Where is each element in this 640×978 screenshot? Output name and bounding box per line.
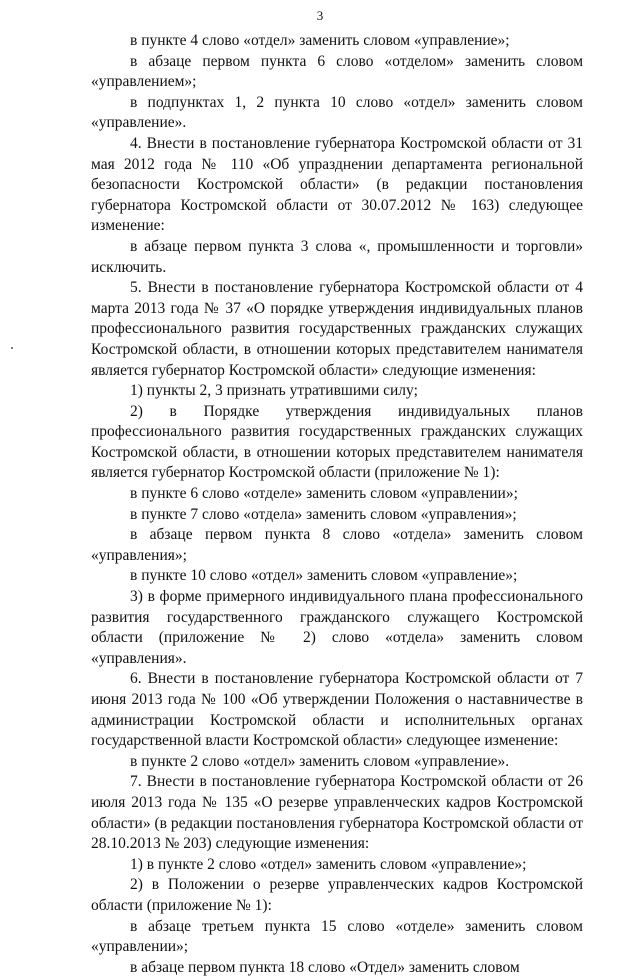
paragraph: в абзаце первом пункта 6 слово «отделом» заменить словом «управлением»; [91,52,583,91]
paragraph: в абзаце первом пункта 3 слова «, промышленности и торговли» исключить. [91,237,583,276]
paragraph: в пункте 2 слово «отдел» заменить словом «управление». [130,752,510,770]
paragraph: в абзаце первом пункта 8 слово «отдела» заменить словом «управления»; [91,526,583,564]
paragraph: 6. Внести в постановление губернатора Костромской области от 7 июня 2013 года № 100 «Об утверждении Положения о наставничестве в администрации Костромской области и исполнительных органах государственной власти Костромской области» следующее изменение: [91,670,583,750]
document-body [91,31,583,978]
paragraph: в пункте 7 слово «отдела» заменить словом «управления»; [130,505,517,523]
margin-speck [11,347,13,349]
paragraph: 5. Внести в постановление губернатора Костромской области от 4 марта 2013 года № 37 «О порядке утверждения индивидуальных планов профессионального развития государственных гражданских служащих Костромской области, в отношении которых представителем нанимателя является губернатор Костромской области» следующие изменения: [91,279,583,379]
paragraph: 1) в пункте 2 слово «отдел» заменить словом «управление»; [130,855,527,873]
paragraph: в пункте 10 слово «отдел» заменить словом «управление»; [130,567,518,585]
page-number: 3 [316,8,324,23]
paragraph: 4. Внести в постановление губернатора Костромской области от 31 мая 2012 года № 110 «Об упразднении департамента региональной безопасности Костромской области» (в редакции постановления губернатора Костромской области от 30.07.2012 № 163) следующее изменение: [91,134,583,235]
paragraph: в пункте 6 слово «отделе» заменить словом «управлении»; [130,485,518,503]
paragraph: в абзаце первом пункта 18 слово «Отдел» заменить словом [130,958,520,976]
paragraph: в подпунктах 1, 2 пункта 10 слово «отдел» заменить словом «управление». [91,93,583,132]
paragraph: 3) в форме примерного индивидуального плана профессионального развития государственного гражданского служащего Костромской области (приложение № 2) слово «отдела» заменить словом «управления». [91,588,583,667]
paragraph: 2) в Положении о резерве управленческих кадров Костромской области (приложение № 1): [91,876,583,914]
paragraph: в пункте 4 слово «отдел» заменить словом «управление»; [130,32,510,49]
paragraph: 7. Внести в постановление губернатора Костромской области от 26 июля 2013 года № 135 «О резерве управленческих кадров Костромской области» (в редакции постановления губернатора Костромской области от 28.10.2013 № 203) следующие изменения: [91,773,583,853]
paragraph: в абзаце третьем пункта 15 слово «отделе» заменить словом «управлении»; [91,917,583,956]
paragraph: 2) в Порядке утверждения индивидуальных планов профессионального развития государственных гражданских служащих Костромской области, в отношении которых представителем нанимателя является губернатор Костромской области (приложение № 1): [91,402,583,482]
paragraph: 1) пункты 2, 3 признать утратившими силу; [130,382,418,400]
